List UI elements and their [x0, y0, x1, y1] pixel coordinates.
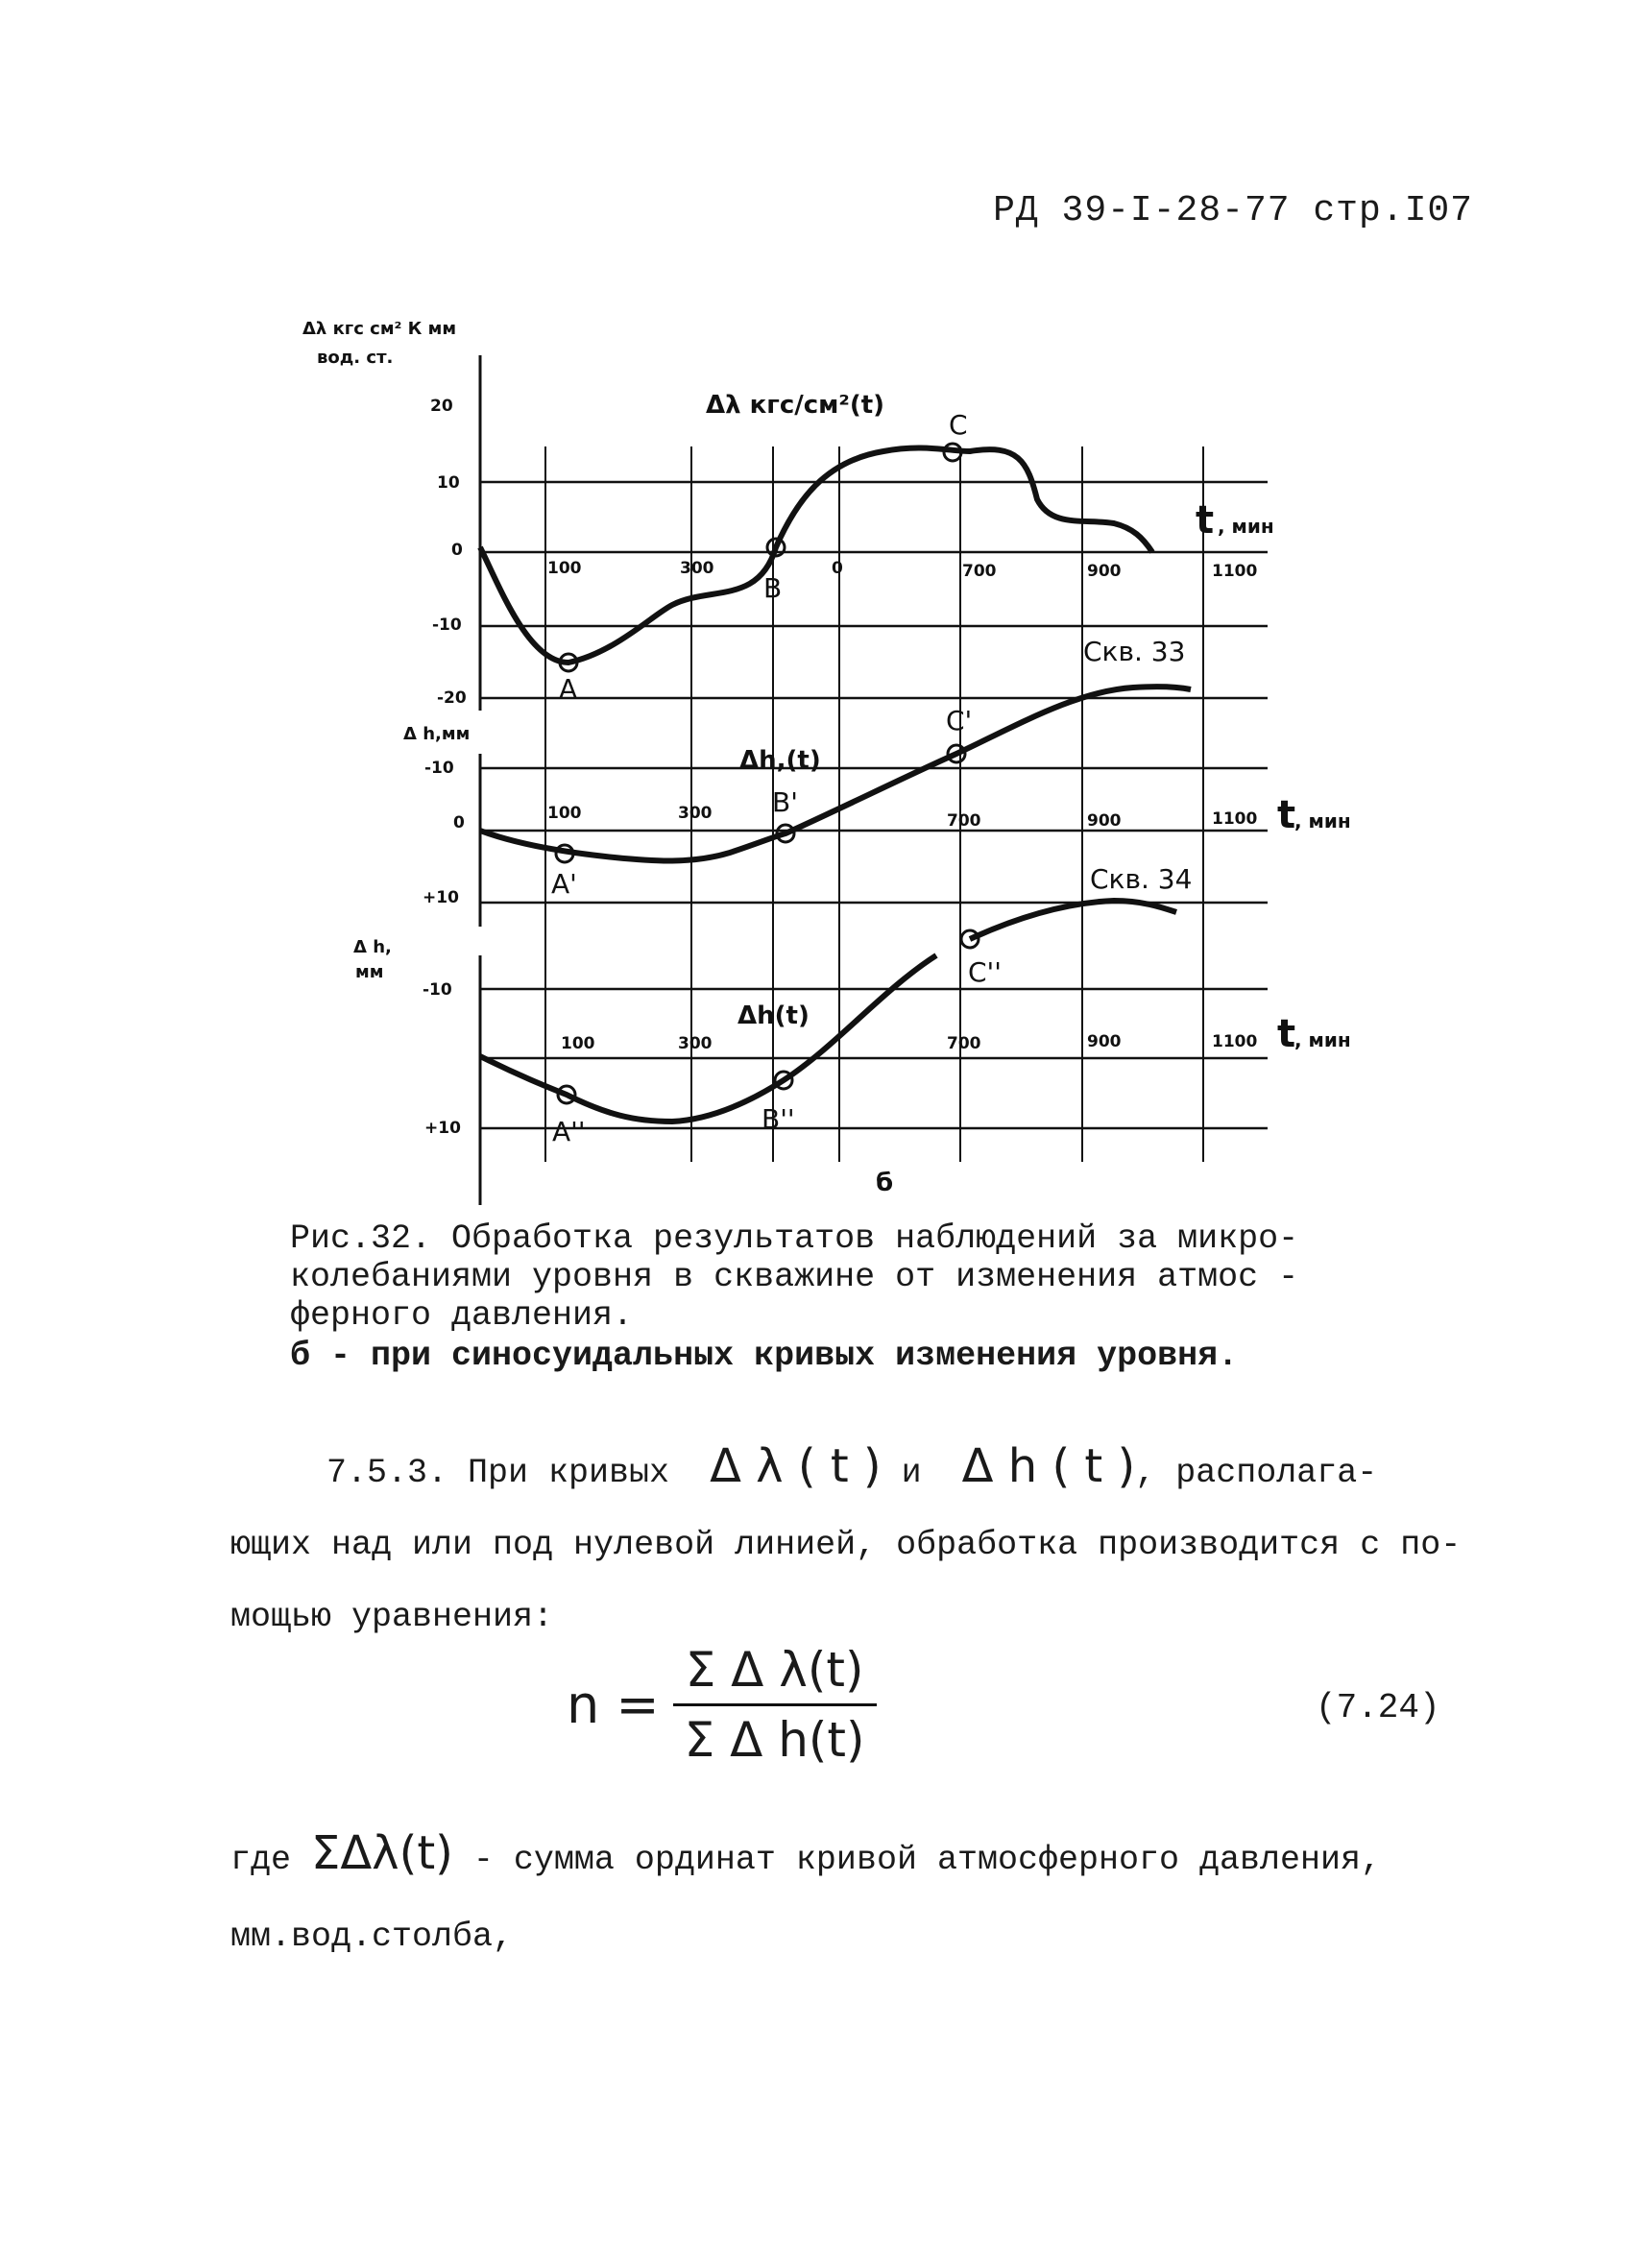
panel3-ylabel: Δ h, — [353, 937, 392, 957]
panel3-axis-unit: , мин — [1294, 1028, 1351, 1051]
panel2-ylabel: Δ h,мм — [403, 724, 471, 744]
where-line: где ΣΔλ(t) - сумма ординат кривой атмосферного давления, — [230, 1826, 1382, 1880]
panel1-ytick: 0 — [451, 541, 463, 560]
panel3-axis-t: t — [1277, 1012, 1296, 1056]
figure-caption — [290, 1219, 1327, 1335]
panel1-xtick: 100 — [547, 559, 582, 578]
panel3-well-label: Скв. 34 — [1090, 863, 1193, 895]
math-delta-lambda: Δ λ ( t ) — [710, 1439, 882, 1493]
panel2-xtick: 900 — [1087, 811, 1122, 831]
panel1-point-label: В — [763, 572, 783, 604]
panel1-curve-label: Δλ кгс/см²(t) — [706, 391, 885, 420]
panel3-curve-upper — [970, 901, 1176, 939]
equation-number: (7.24) — [1316, 1688, 1440, 1727]
panel2-axis-unit: , мин — [1294, 809, 1351, 832]
panel1-xtick: 0 — [832, 559, 843, 578]
caption-subtitle: б - при синосуидальных кривых изменения уровня. — [290, 1337, 1239, 1375]
panel2-point-label: А' — [551, 868, 577, 900]
panel2-point-label: С' — [946, 705, 973, 736]
formula-lhs: n = — [567, 1675, 660, 1735]
panel1-xtick: 900 — [1087, 562, 1122, 581]
panel1-xtick: 700 — [962, 562, 997, 581]
panel1-ytick: -20 — [437, 688, 467, 708]
panel1-axis-t: t — [1196, 498, 1215, 543]
panel1-axis-unit: , мин — [1218, 515, 1274, 538]
formula-7-24 — [567, 1642, 877, 1768]
panel2-axis-t: t — [1277, 793, 1296, 837]
panel3-ytick: -10 — [423, 980, 452, 1000]
panel3-ytick: +10 — [424, 1119, 461, 1138]
panel1-ytick: 10 — [437, 473, 460, 493]
panel3-xtick: 700 — [947, 1034, 981, 1053]
panel1-ylabel: Δλ кгс см² К мм — [302, 319, 457, 339]
paragraph-text: и — [901, 1454, 922, 1492]
where-text: - сумма ординат кривой атмосферного давления, — [472, 1841, 1382, 1879]
panel3-xtick: 900 — [1087, 1032, 1122, 1051]
paragraph-line — [230, 1431, 1479, 1509]
paragraph-7-5-3 — [230, 1431, 1479, 1653]
panel2-xtick: 100 — [547, 804, 582, 823]
math-delta-h: Δ h ( t ) — [961, 1439, 1136, 1493]
panel2-ytick: -10 — [424, 759, 454, 778]
panel2-ytick: +10 — [423, 888, 459, 907]
panel2-xtick: 700 — [947, 811, 981, 831]
panel1-xtick: 300 — [680, 559, 714, 578]
panel3-point-label: А'' — [552, 1116, 586, 1147]
panel2-xtick: 300 — [678, 804, 713, 823]
where-clause — [230, 1815, 1479, 1975]
panel3-point-label: В'' — [762, 1103, 795, 1135]
paragraph-line: мощью уравнения: — [230, 1598, 554, 1636]
panel3-xtick: 300 — [678, 1034, 713, 1053]
panel1-point-label: А — [559, 673, 578, 705]
panel2-curve-label: Δh,(t) — [739, 746, 821, 775]
panel3-xtick: 1100 — [1212, 1032, 1258, 1051]
panel1-ytick: -10 — [432, 615, 462, 635]
panel1-xtick: 1100 — [1212, 562, 1258, 581]
formula-numerator: Σ Δ λ(t) — [685, 1642, 864, 1698]
panel3-curve-label: Δh(t) — [737, 1001, 810, 1030]
page-header: РД 39-I-28-77 стр.I07 — [993, 190, 1473, 231]
panel3-xtick: 100 — [561, 1034, 595, 1053]
math-sum-delta-lambda: ΣΔλ(t) — [311, 1826, 453, 1880]
caption-line: Рис.32. Обработка результатов наблюдений за микро- — [290, 1219, 1299, 1258]
vertical-grid — [545, 446, 1203, 1162]
formula-fraction — [673, 1642, 877, 1768]
caption-line: ферного давления. — [290, 1296, 634, 1335]
panel2-ytick: 0 — [453, 813, 465, 832]
formula-denominator: Σ Δ h(t) — [684, 1712, 865, 1768]
panel2-well-label: Скв. 33 — [1083, 636, 1186, 667]
horizontal-grid — [480, 482, 1268, 1128]
panel1-curve — [480, 447, 1152, 663]
panel2-point-label: В' — [772, 786, 798, 818]
panel3-ylabel-units: мм — [355, 962, 384, 982]
where-line: мм.вод.столба, — [230, 1918, 514, 1956]
panel2-curve — [480, 687, 1191, 860]
panel1-ylabel-units: вод. ст. — [317, 348, 394, 368]
paragraph-line: ющих над или под нулевой линией, обработка производится с по- — [230, 1526, 1462, 1564]
panel1-point-label: С — [949, 409, 968, 441]
figure-sub-label: б — [876, 1169, 894, 1197]
paragraph-text: , располага- — [1135, 1454, 1378, 1492]
panel3-point-label: С'' — [968, 956, 1002, 988]
fraction-bar — [673, 1703, 877, 1706]
panel1-ytick: 20 — [430, 397, 453, 416]
paragraph-text: 7.5.3. При кривых — [326, 1454, 670, 1492]
caption-line: колебаниями уровня в скважине от изменения атмос - — [290, 1258, 1299, 1296]
panel2-xtick: 1100 — [1212, 809, 1258, 829]
